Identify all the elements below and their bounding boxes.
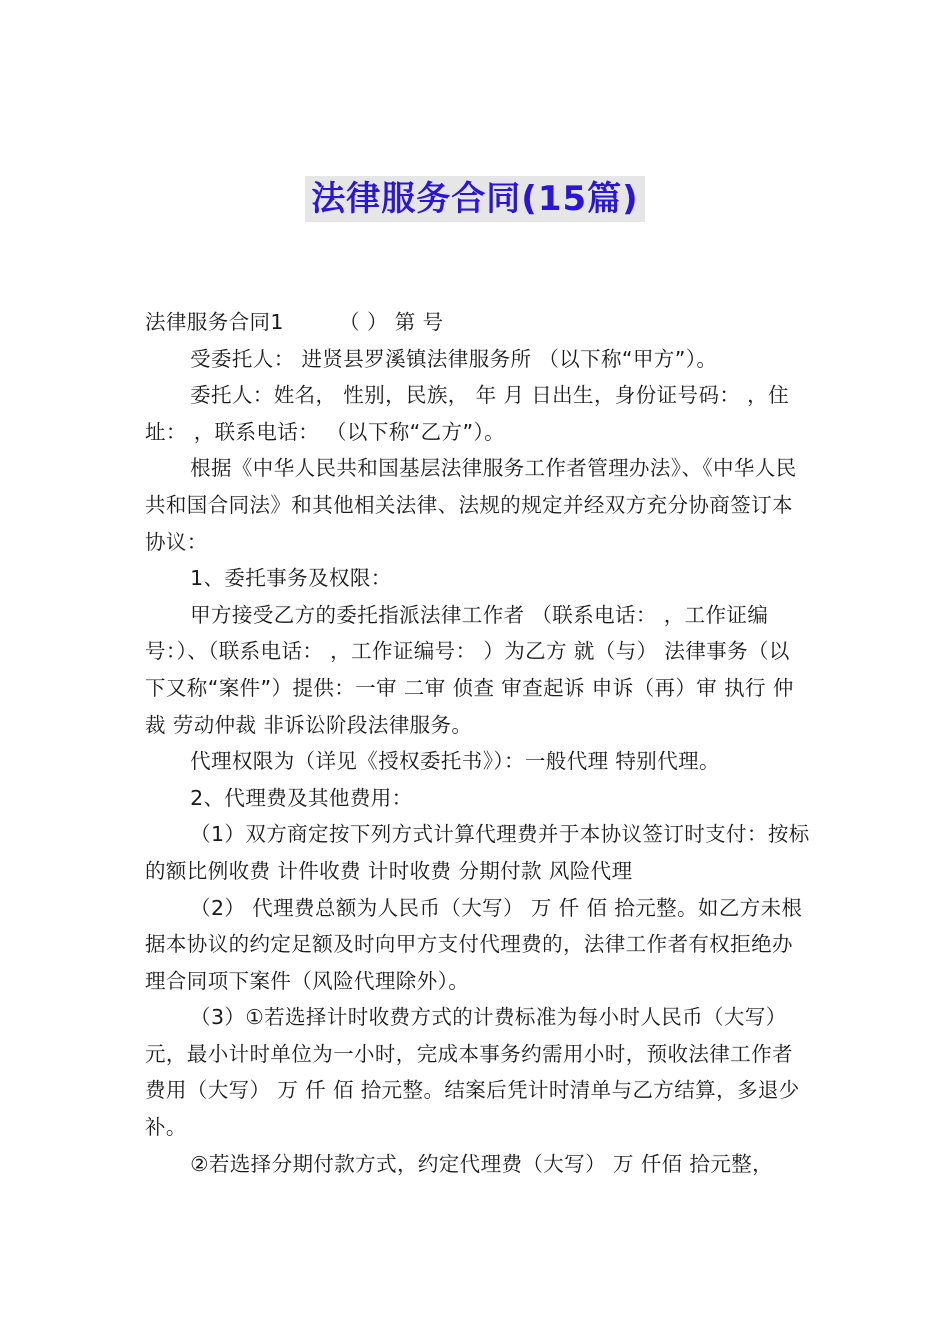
paragraph-client-info: 委托人：姓名， 性别，民族， 年 月 日出生，身份证号码： ，住址： ，联系电话： （以下称“乙方”）。	[145, 383, 789, 444]
paragraph-hourly-fee: （3）①若选择计时收费方式的计费标准为每小时人民币（大写） 元，最小计时单位为一小时，完成本事务约需用小时，预收法律工作者费用（大写） 万 仟 佰 拾元整。结案后凭计时清单与乙方结算，多退少补。	[145, 1005, 800, 1140]
document-body	[145, 304, 810, 1182]
document-title: 法律服务合同(15篇)	[305, 176, 644, 222]
paragraph-entrusted-matters: 甲方接受乙方的委托指派法律工作者 （联系电话： ，工作证编号：）、（联系电话： ，工作证编号： ）为乙方 就（与） 法律事务（以下又称“案件”）提供：一审 二审 侦查 审查起诉 申诉（再）审 执行 仲裁 劳动仲裁 非诉讼阶段法律服务。	[145, 602, 794, 737]
paragraph-agency-authority: 代理权限为（详见《授权委托书》）：一般代理 特别代理。	[190, 749, 720, 774]
title-container	[0, 176, 950, 222]
paragraph-entrusted-party: 受委托人： 进贤县罗溪镇法律服务所 （以下称“甲方”）。	[190, 346, 718, 371]
section-heading-entrusted-matters: 1、委托事务及权限：	[190, 566, 392, 591]
contract-heading-line: 法律服务合同1 （ ） 第 号	[145, 310, 444, 334]
paragraph-legal-basis: 根据《中华人民共和国基层法律服务工作者管理办法》、《中华人民共和国合同法》和其他相关法律、法规的规定并经双方充分协商签订本协议：	[145, 456, 797, 554]
paragraph-installment-fee: ②若选择分期付款方式，约定代理费（大写） 万 仟佰 拾元整，	[190, 1151, 774, 1176]
paragraph-fee-total: （2） 代理费总额为人民币（大写） 万 仟 佰 拾元整。如乙方未根据本协议的约定足额及时向甲方支付代理费的，法律工作者有权拒绝办理合同项下案件（风险代理除外）。	[145, 895, 803, 993]
section-heading-fees: 2、代理费及其他费用：	[190, 785, 413, 810]
paragraph-fee-method: （1）双方商定按下列方式计算代理费并于本协议签订时支付：按标的额比例收费 计件收费 计时收费 分期付款 风险代理	[145, 822, 810, 883]
